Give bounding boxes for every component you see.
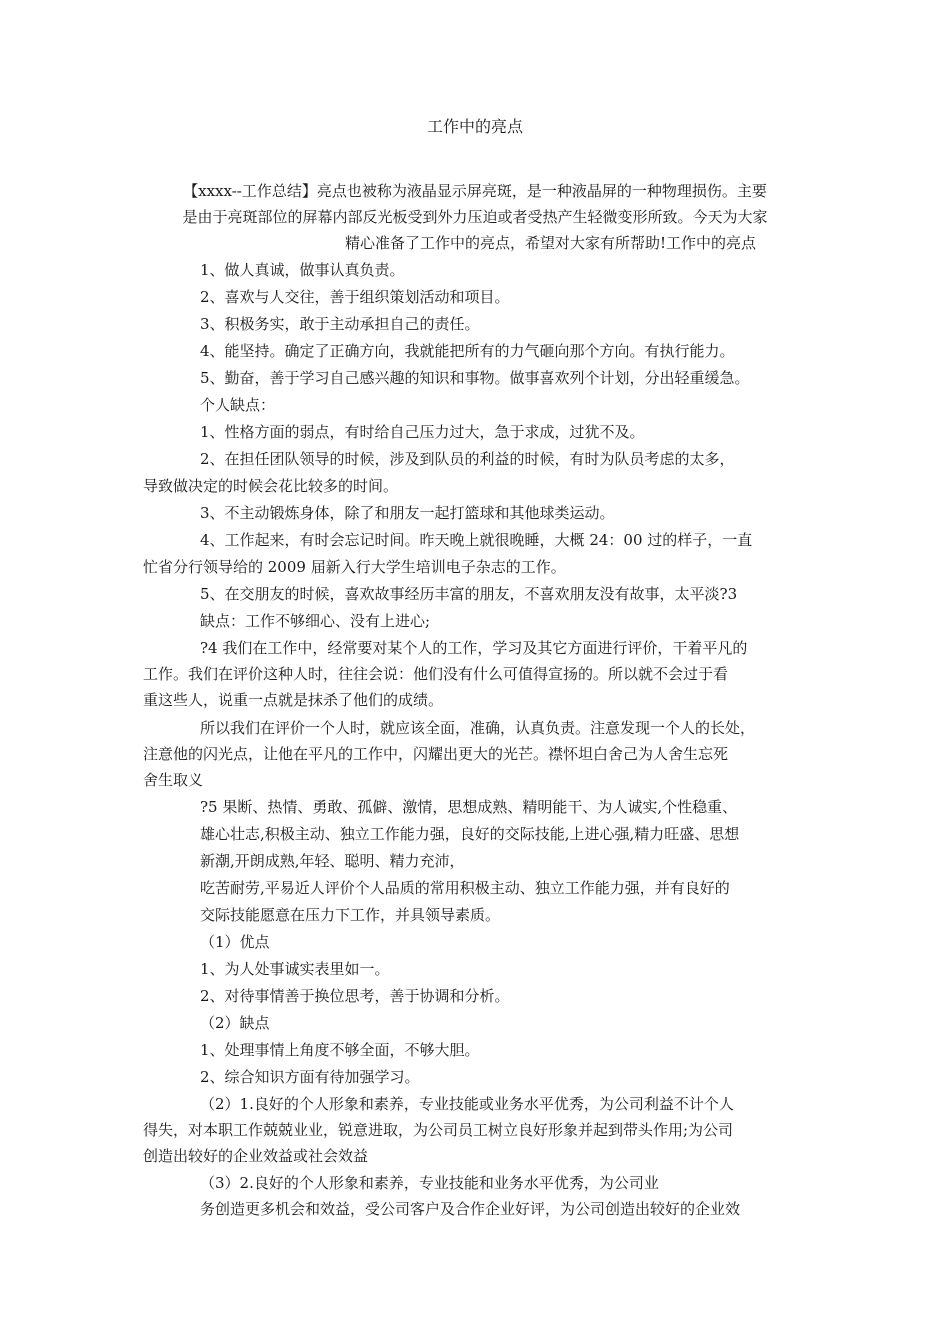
text-line: ?5 果断、热情、勇敢、孤僻、激情，思想成熟、精明能干、为人诚实,个性稳重、 bbox=[200, 798, 738, 816]
text-line: 1、性格方面的弱点，有时给自己压力过大，急于求成，过犹不及。 bbox=[200, 423, 645, 441]
text-line: 精心准备了工作中的亮点，希望对大家有所帮助!工作中的亮点 bbox=[345, 234, 757, 252]
text-line: 5、勤奋，善于学习自己感兴趣的知识和事物。做事喜欢列个计划，分出轻重缓急。 bbox=[200, 369, 750, 387]
text-line: 4、能坚持。确定了正确方向，我就能把所有的力气砸向那个方向。有执行能力。 bbox=[200, 342, 735, 360]
text-line: 1、处理事情上角度不够全面，不够大胆。 bbox=[200, 1041, 480, 1059]
text-line: 忙省分行领导给的 2009 届新入行大学生培训电子杂志的工作。 bbox=[143, 558, 566, 576]
text-line: 【xxxx--工作总结】亮点也被称为液晶显示屏亮斑，是一种液晶屏的一种物理损伤。主要 bbox=[183, 182, 767, 200]
text-line: （2）1.良好的个人形象和素养，专业技能或业务水平优秀，为公司利益不计个人 bbox=[200, 1095, 734, 1113]
text-line: 雄心壮志,积极主动、独立工作能力强，良好的交际技能,上进心强,精力旺盛、思想 bbox=[200, 825, 740, 843]
text-line: 吃苦耐劳,平易近人评价个人品质的常用积极主动、独立工作能力强，并有良好的 bbox=[200, 879, 730, 897]
section-heading: 个人缺点： bbox=[200, 396, 276, 414]
text-line: 2、对待事情善于换位思考，善于协调和分析。 bbox=[200, 987, 510, 1005]
text-line: 舍生取义 bbox=[143, 771, 204, 789]
text-line: 创造出较好的企业效益或社会效益 bbox=[143, 1147, 369, 1165]
text-line: 重这些人，说重一点就是抹杀了他们的成绩。 bbox=[143, 691, 444, 709]
text-line: 1、为人处事诚实表里如一。 bbox=[200, 960, 390, 978]
text-line: 1、做人真诚，做事认真负责。 bbox=[200, 261, 405, 279]
text-line: 新潮,开朗成熟,年轻、聪明、精力充沛， bbox=[200, 852, 465, 870]
text-line: 3、积极务实，敢于主动承担自己的责任。 bbox=[200, 315, 480, 333]
document-title: 工作中的亮点 bbox=[426, 117, 523, 136]
text-line: 得失，对本职工作兢兢业业，锐意进取，为公司员工树立良好形象并起到带头作用;为公司 bbox=[143, 1121, 734, 1139]
text-line: 3、不主动锻炼身体，除了和朋友一起打篮球和其他球类运动。 bbox=[200, 504, 615, 522]
text-line: 注意他的闪光点，让他在平凡的工作中，闪耀出更大的光芒。襟怀坦白舍己为人舍生忘死 bbox=[143, 745, 729, 763]
text-line: （3）2.良好的个人形象和素养，专业技能和业务水平优秀，为公司业 bbox=[200, 1174, 659, 1192]
text-line: 缺点：工作不够细心、没有上进心; bbox=[200, 612, 431, 630]
text-line: ?4 我们在工作中，经常要对某个人的工作，学习及其它方面进行评价，干着平凡的 bbox=[200, 639, 748, 657]
section-heading: （2）缺点 bbox=[200, 1014, 270, 1032]
text-line: 2、喜欢与人交往，善于组织策划活动和项目。 bbox=[200, 288, 510, 306]
text-line: 是由于亮斑部位的屏幕内部反光板受到外力压迫或者受热产生轻微变形所致。今天为大家 bbox=[182, 208, 768, 226]
text-line: 务创造更多机会和效益，受公司客户及合作企业好评，为公司创造出较好的企业效 bbox=[200, 1200, 741, 1218]
text-line: 导致做决定的时候会花比较多的时间。 bbox=[143, 477, 399, 495]
text-line: 2、综合知识方面有待加强学习。 bbox=[200, 1068, 420, 1086]
text-line: 工作。我们在评价这种人时，往往会说：他们没有什么可值得宣扬的。所以就不会过于看 bbox=[143, 665, 729, 683]
text-line: 2、在担任团队领导的时候，涉及到队员的利益的时候，有时为队员考虑的太多， bbox=[200, 450, 735, 468]
section-heading: （1）优点 bbox=[200, 933, 270, 951]
text-line: 4、工作起来，有时会忘记时间。昨天晚上就很晚睡，大概 24：00 过的样子，一直 bbox=[200, 531, 753, 549]
text-line: 5、在交朋友的时候，喜欢故事经历丰富的朋友，不喜欢朋友没有故事，太平淡?3 bbox=[200, 585, 738, 603]
text-line: 所以我们在评价一个人时，就应该全面，准确，认真负责。注意发现一个人的长处， bbox=[200, 719, 756, 737]
text-line: 交际技能愿意在压力下工作，并具领导素质。 bbox=[200, 906, 501, 924]
